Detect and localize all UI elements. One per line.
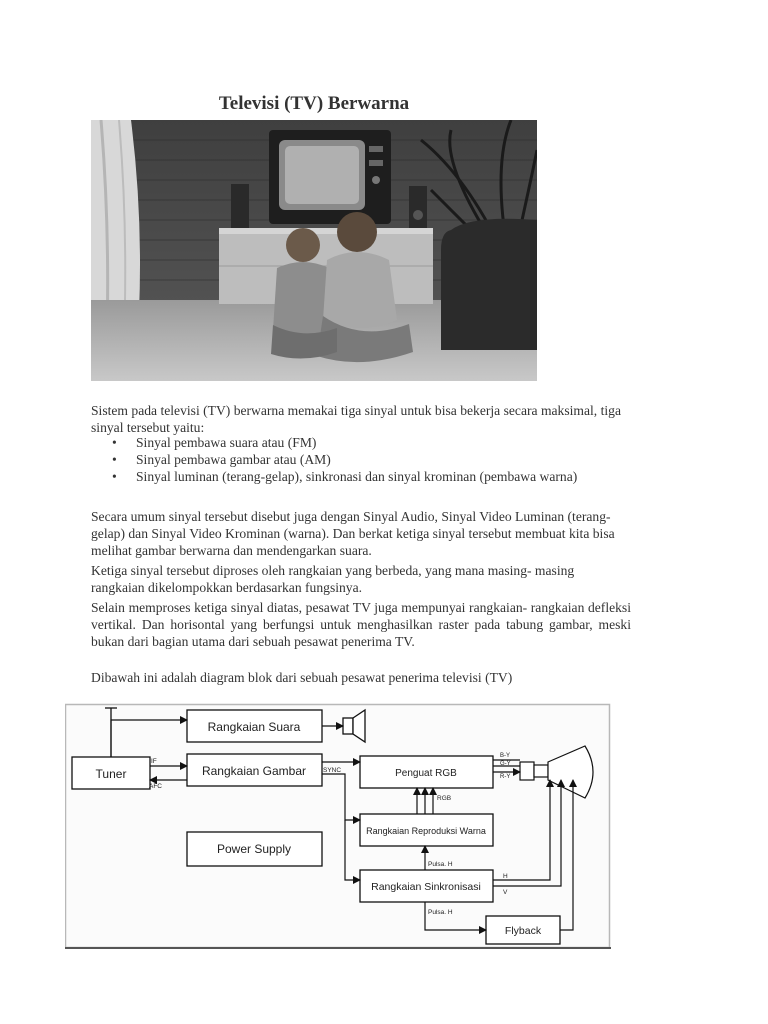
rgb-signal-label: RGB: [437, 795, 452, 802]
sync-label: Rangkaian Sinkronisasi: [371, 881, 481, 893]
intro-paragraph: Sistem pada televisi (TV) berwarna memakai tiga sinyal untuk bisa bekerja secara maksimal, tiga sinyal tersebut yaitu:: [91, 403, 621, 436]
picture-label: Rangkaian Gambar: [201, 764, 307, 778]
v-label: V: [503, 889, 508, 896]
r-y-label: R-Y: [500, 774, 511, 780]
signal-list: [112, 434, 577, 486]
rgb-amp-label: Penguat RGB: [395, 768, 457, 779]
list-item: • Sinyal pembawa gambar atau (AM): [112, 451, 577, 468]
list-item: • Sinyal luminan (terang-gelap), sinkronasi dan sinyal krominan (pembawa warna): [112, 468, 577, 485]
children-watching-tv-image: [91, 120, 537, 381]
pulse-h-label: Pulsa. H: [428, 861, 453, 868]
power-supply-label: Power Supply: [216, 842, 292, 856]
sync-signal-label: SYNC: [323, 767, 342, 774]
sound-label: Rangkaian Suara: [207, 720, 301, 734]
paragraph-1: Secara umum sinyal tersebut disebut juga dengan Sinyal Audio, Sinyal Video Luminan (terang-gelap) dan Sinyal Video Krominan (warna). Dan berkat ketiga sinyal tersebut membuat kita bisa melihat gambar berwarna dan mendengarkan suara.: [91, 509, 615, 559]
tv-photo: [91, 120, 537, 381]
flyback-label: Flyback: [504, 925, 542, 937]
h-label: H: [503, 873, 508, 880]
paragraph-4: Dibawah ini adalah diagram blok dari sebuah pesawat penerima televisi (TV): [91, 670, 513, 685]
paragraph-2: Ketiga sinyal tersebut diproses oleh rangkaian yang berbeda, yang mana masing- masing rangkaian dikelompokkan berdasarkan fungsinya.: [91, 563, 575, 596]
tv-block-diagram: [65, 700, 611, 950]
b-y-label: B-Y: [500, 753, 511, 759]
list-item: • Sinyal pembawa suara atau (FM): [112, 434, 577, 451]
paragraph-3: Selain memproses ketiga sinyal diatas, pesawat TV juga mempunyai rangkaian- rangkaian defleksi vertikal. Dan horisontal yang berfungsi untuk menghasilkan raster pada tabung gambar, meski bukan dari bagian utama dari sebuah pesawat penerima TV.: [91, 600, 631, 650]
if-label: IF: [151, 758, 157, 765]
tuner-label: Tuner: [95, 767, 127, 781]
pulse-h-label: Pulsa. H: [428, 909, 453, 916]
color-reproduction-label: Rangkaian Reproduksi Warna: [366, 826, 486, 836]
page-title: Televisi (TV) Berwarna: [218, 93, 410, 114]
g-y-label: G-Y: [500, 761, 511, 767]
afc-label: AFC: [149, 783, 162, 790]
